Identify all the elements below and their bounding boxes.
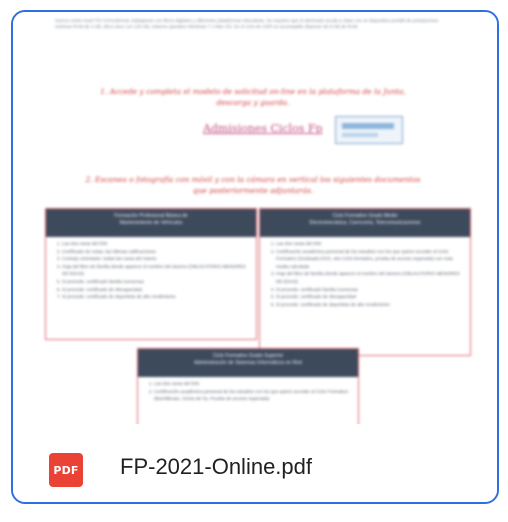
list-item: 6. Si procede: certificado de deportista de alto rendimiento bbox=[276, 301, 464, 309]
list-item: 2. Certificado de notas, las últimas calificaciones bbox=[62, 248, 250, 256]
file-card[interactable] bbox=[11, 10, 499, 504]
requirements-list bbox=[46, 237, 256, 305]
list-item: 3. Consejo orientador: todas las caras del mismo bbox=[62, 255, 250, 263]
admissions-link: Admisiones Ciclos Fp bbox=[203, 122, 323, 135]
admissions-thumbnail bbox=[335, 116, 403, 144]
requirements-list bbox=[260, 237, 470, 312]
list-item: 1. Las dos caras del DNI bbox=[276, 240, 464, 248]
table-header: Formación Profesional Básica de Mantenimiento de Vehículos bbox=[46, 209, 256, 237]
step-2-heading: 2. Escanea o fotografía con móvil y con la cámara en vertical los siguientes documentos que posteriormente adjuntarás. bbox=[85, 175, 421, 195]
list-item: 3. Hoja del libro de familia donde aparece el nombre del alumno (OBLIGATORIO MENORES DE EDAD) bbox=[276, 270, 464, 285]
intro-paragraph: Somos centro tesel TIC 5-Excelencia, trabajamos con libros digitales y diferentes plataformas educativas. Se requiere que el alumnado acuda a clase con un dispositivo portátil de prestaciones mínimas RAM de 4 GB, disco duro con 120 GB, sistema operativo Windows 7 o Mac OS. En el ciclo de ASIR es aconsejable disponer de 8 GB de RAM. bbox=[55, 18, 439, 29]
table-header: Ciclo Formativo Grado Superior Administración de Sistemas Informáticos en Red bbox=[138, 349, 358, 377]
requirements-table-superior bbox=[137, 348, 359, 424]
list-item: 6. Si procede: certificado de discapacidad bbox=[62, 286, 250, 294]
list-item: 2. Certificación académica personal de los estudios con los que quiere acceder al Ciclo Formativo (Graduado ESO, otro Ciclo formativo, prueba de acceso superada) con nota media calculada bbox=[276, 248, 464, 271]
list-item: 1. Las dos caras del DNI bbox=[62, 240, 250, 248]
requirements-list bbox=[138, 377, 358, 407]
list-item: 4. Hoja del libro de familia donde aparece el nombre del alumno (OBLIGATORIO MENORES DE EDAD) bbox=[62, 263, 250, 278]
step-1-heading: 1. Accede y completa el modelo de solicitud on-line en la plataforma de la Junta, descarga y guarda. bbox=[100, 87, 406, 107]
table-header: Ciclo Formativo Grado Medio Electromecánica, Carrocería, Telecomunicaciones bbox=[260, 209, 470, 237]
list-item: 2. Certificación académica personal de los estudios con los que quiere acceder al Ciclo Formativo (Bachillerato, Ciclos de Fp, Prueba de acceso superada) bbox=[154, 388, 352, 403]
file-footer[interactable] bbox=[13, 424, 497, 504]
requirements-table-medium bbox=[259, 208, 471, 356]
document-preview[interactable] bbox=[13, 12, 497, 424]
list-item: 1. Las dos caras del DNI bbox=[154, 380, 352, 388]
file-name[interactable]: FP-2021-Online.pdf bbox=[120, 454, 312, 479]
pdf-file-icon: PDF bbox=[49, 453, 83, 487]
list-item: 5. Si procede: certificado de discapacidad bbox=[276, 293, 464, 301]
list-item: 7. Si procede: certificado de deportista de alto rendimiento bbox=[62, 293, 250, 301]
list-item: 4. Si procede: certificado familia numerosa bbox=[276, 286, 464, 294]
list-item: 5. Si procede: certificado familia numerosa bbox=[62, 278, 250, 286]
requirements-table-basic bbox=[45, 208, 257, 340]
